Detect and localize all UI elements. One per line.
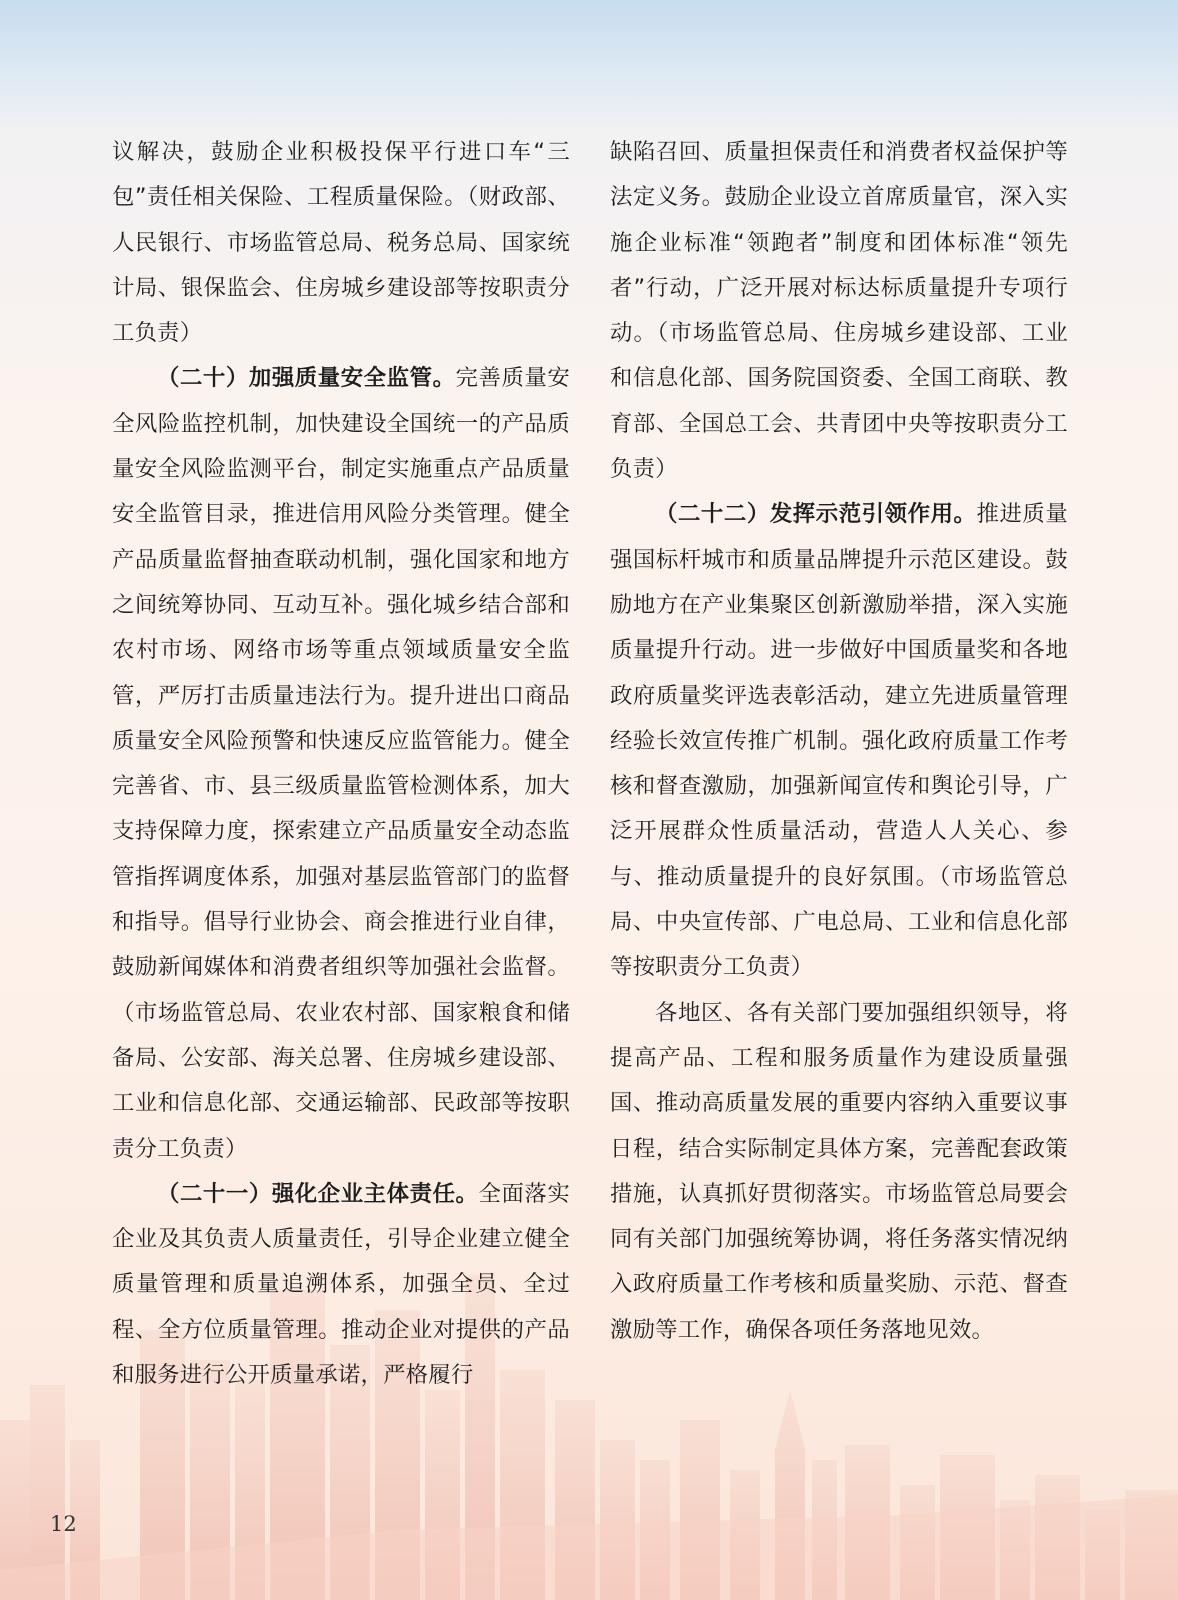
- section-21-heading: （二十一）强化企业主体责任。: [157, 1180, 479, 1207]
- section-22-heading: （二十二）发挥示范引领作用。: [655, 501, 977, 528]
- section-20-heading: （二十）加强质量安全监管。: [157, 365, 456, 392]
- paragraph-continuation: 议解决，鼓励企业积极投保平行进口车“三包”责任相关保险、工程质量保险。（财政部、人民银行、市场监管总局、税务总局、国家统计局、银保监会、住房城乡建设部等按职责分工负责）: [112, 139, 570, 347]
- paragraph-section-22: [610, 492, 1068, 990]
- section-21-body: 全面落实企业及其负责人质量责任，引导企业建立健全质量管理和质量追溯体系，加强全员、全过程、全方位质量管理。推动企业对提供的产品和服务进行公开质量承诺，严格履行: [112, 1180, 570, 1389]
- paragraph-section-20: [112, 356, 570, 1171]
- paragraph-closing: 各地区、各有关部门要加强组织领导，将提高产品、工程和服务质量作为建设质量强国、推动高质量发展的重要内容纳入重要议事日程，结合实际制定具体方案，完善配套政策措施，认真抓好贯彻落实。市场监管总局要会同有关部门加强统筹协调，将任务落实情况纳入政府质量工作考核和质量奖励、示范、督查激励等工作，确保各项任务落地见效。: [610, 999, 1068, 1343]
- page-number: 12: [50, 1512, 77, 1536]
- paragraph-section-21: [112, 1172, 570, 1398]
- right-column: [610, 130, 1068, 1353]
- left-column: [112, 130, 570, 1398]
- paragraph-continuation-right: 缺陷召回、质量担保责任和消费者权益保护等法定义务。鼓励企业设立首席质量官，深入实施企业标准“领跑者”制度和团体标准“领先者”行动，广泛开展对标达标质量提升专项行动。（市场监管总局、住房城乡建设部、工业和信息化部、国务院国资委、全国工商联、教育部、全国总工会、共青团中央等按职责分工负责）: [610, 139, 1068, 483]
- section-22-body: 推进质量强国标杆城市和质量品牌提升示范区建设。鼓励地方在产业集聚区创新激励举措，深入实施质量提升行动。进一步做好中国质量奖和各地政府质量奖评选表彰活动，建立先进质量管理经验长效宣传推广机制。强化政府质量工作考核和督查激励，加强新闻宣传和舆论引导，广泛开展群众性质量活动，营造人人关心、参与、推动质量提升的良好氛围。（市场监管总局、中央宣传部、广电总局、工业和信息化部等按职责分工负责）: [610, 501, 1068, 981]
- section-20-body: 完善质量安全风险监控机制，加快建设全国统一的产品质量安全风险监测平台，制定实施重点产品质量安全监管目录，推进信用风险分类管理。健全产品质量监督抽查联动机制，强化国家和地方之间统筹协同、互动互补。强化城乡结合部和农村市场、网络市场等重点领域质量安全监管，严厉打击质量违法行为。提升进出口商品质量安全风险预警和快速反应监管能力。健全完善省、市、县三级质量监管检测体系，加大支持保障力度，探索建立产品质量安全动态监管指挥调度体系，加强对基层监管部门的监督和指导。倡导行业协会、商会推进行业自律，鼓励新闻媒体和消费者组织等加强社会监督。（市场监管总局、农业农村部、国家粮食和储备局、公安部、海关总署、住房城乡建设部、工业和信息化部、交通运输部、民政部等按职责分工负责）: [112, 365, 570, 1162]
